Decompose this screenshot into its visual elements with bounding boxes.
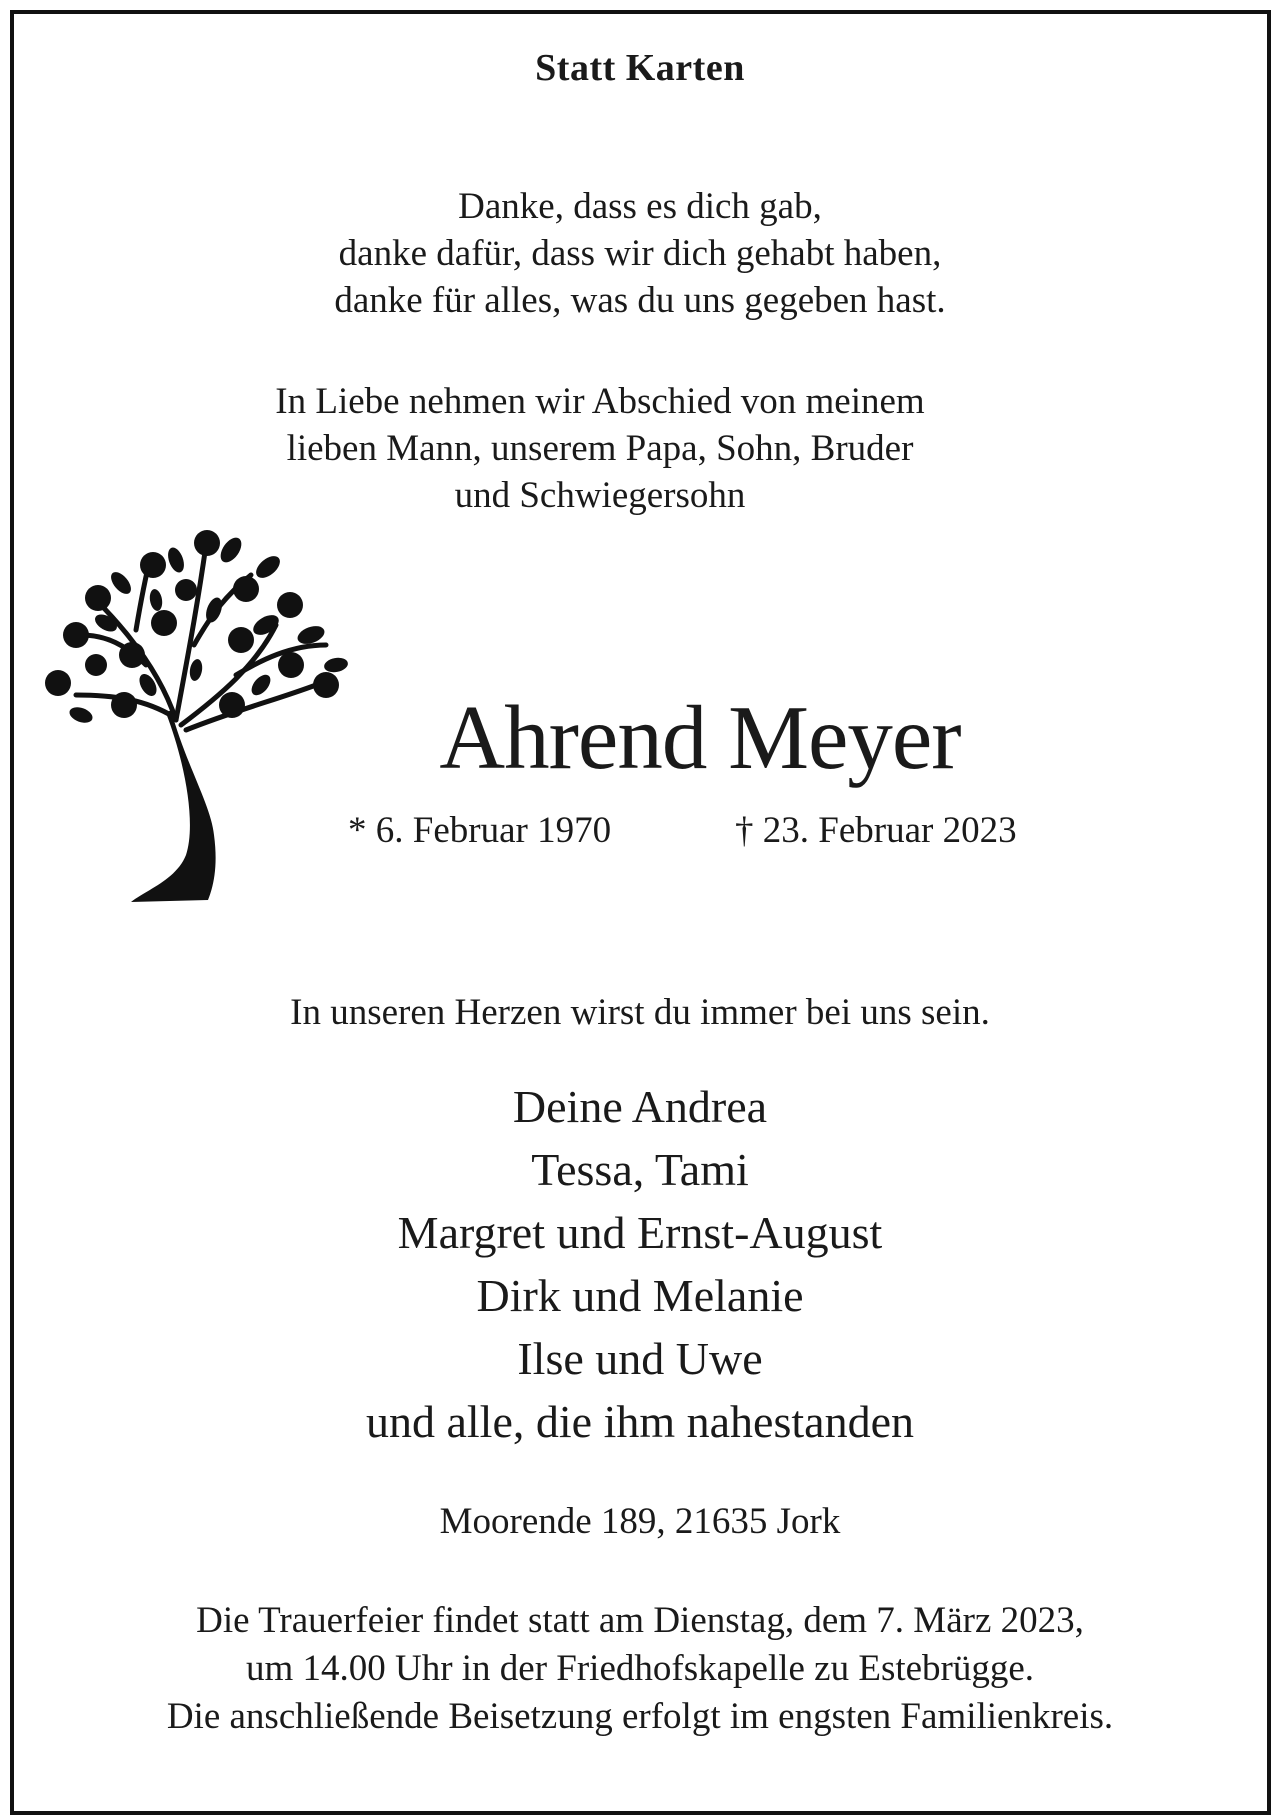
mourner: Tessa, Tami bbox=[531, 1144, 749, 1195]
mourner: Dirk und Melanie bbox=[476, 1270, 804, 1321]
death-date: † 23. Februar 2023 bbox=[735, 810, 1017, 851]
birth-date: * 6. Februar 1970 bbox=[348, 810, 612, 851]
mourners-list bbox=[0, 1075, 1280, 1453]
mourner: Ilse und Uwe bbox=[517, 1333, 763, 1384]
memorial-motto: In unseren Herzen wirst du immer bei uns sein. bbox=[290, 992, 990, 1033]
funeral-line: Die Trauerfeier findet statt am Dienstag, dem 7. März 2023, bbox=[196, 1600, 1084, 1641]
poem bbox=[0, 183, 1280, 324]
farewell-intro bbox=[200, 378, 1000, 519]
family-address: Moorende 189, 21635 Jork bbox=[439, 1501, 841, 1542]
funeral-line: Die anschließende Beisetzung erfolgt im engsten Familienkreis. bbox=[166, 1696, 1114, 1737]
intro-line: In Liebe nehmen wir Abschied von meinem bbox=[275, 381, 925, 422]
funeral-details bbox=[0, 1597, 1280, 1741]
intro-line: lieben Mann, unserem Papa, Sohn, Bruder bbox=[286, 428, 914, 469]
poem-line: danke für alles, was du uns gegeben hast. bbox=[334, 280, 946, 321]
deceased-name: Ahrend Meyer bbox=[439, 687, 961, 788]
apple-tree-icon bbox=[36, 505, 366, 910]
mourner: und alle, die ihm nahestanden bbox=[365, 1396, 914, 1447]
mourner: Deine Andrea bbox=[512, 1081, 768, 1132]
notice-heading: Statt Karten bbox=[535, 47, 745, 89]
funeral-line: um 14.00 Uhr in der Friedhofskapelle zu Estebrügge. bbox=[245, 1648, 1035, 1689]
mourner: Margret und Ernst-August bbox=[397, 1207, 883, 1258]
poem-line: danke dafür, dass wir dich gehabt haben, bbox=[338, 233, 942, 274]
poem-line: Danke, dass es dich gab, bbox=[458, 186, 822, 227]
intro-line: und Schwiegersohn bbox=[454, 475, 746, 516]
